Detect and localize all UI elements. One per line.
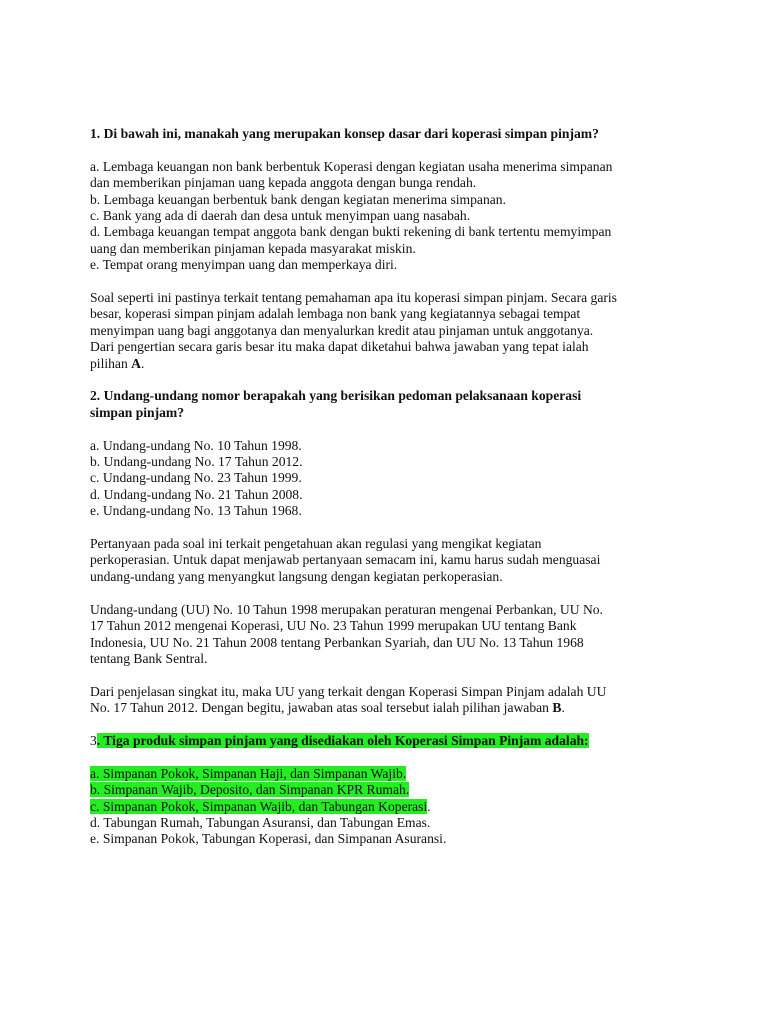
explanation-line: menyimpan uang bagi anggotanya dan menyalurkan kredit atau pinjaman untuk anggotanya. xyxy=(90,322,594,338)
explanation-line: undang-undang yang menyangkut langsung dengan kegiatan perkoperasian. xyxy=(90,568,503,584)
explanation-line: Dari pengertian secara garis besar itu maka dapat diketahui bahwa jawaban yang tepat ialah xyxy=(90,339,589,355)
question-1-options xyxy=(90,159,690,274)
option-e: e. Undang-undang No. 13 Tahun 1968. xyxy=(90,503,302,519)
highlighted-option: b. Simpanan Wajib, Deposito, dan Simpanan KPR Rumah. xyxy=(90,782,410,798)
question-2-options xyxy=(90,438,690,520)
explanation-line: Dari penjelasan singkat itu, maka UU yang terkait dengan Koperasi Simpan Pinjam adalah UU xyxy=(90,683,607,699)
explanation-line: Pertanyaan pada soal ini terkait pengetahuan akan regulasi yang mengikat kegiatan xyxy=(90,536,542,552)
explanation-line: Soal seperti ini pastinya terkait tentang pemahaman apa itu koperasi simpan pinjam. Secara garis xyxy=(90,290,617,306)
question-1: 1. Di bawah ini, manakah yang merupakan konsep dasar dari koperasi simpan pinjam? xyxy=(90,126,599,141)
option-e: e. Simpanan Pokok, Tabungan Koperasi, dan Simpanan Asuransi. xyxy=(90,831,447,847)
option-b: b. Undang-undang No. 17 Tahun 2012. xyxy=(90,454,303,470)
question-3-text: . Tiga produk simpan pinjam yang disediakan oleh Koperasi Simpan Pinjam adalah: xyxy=(96,732,589,748)
explanation-line: 17 Tahun 2012 mengenai Koperasi, UU No. 23 Tahun 1999 merupakan UU tentang Bank xyxy=(90,618,577,634)
option-d: d. Tabungan Rumah, Tabungan Asuransi, dan Tabungan Emas. xyxy=(90,814,431,830)
question-2-line-2: simpan pinjam? xyxy=(90,404,185,420)
explanation-line: perkoperasian. Untuk dapat menjawab pertanyaan semacam ini, kamu harus sudah menguasai xyxy=(90,552,601,568)
option-c xyxy=(90,799,690,815)
option-c: c. Bank yang ada di daerah dan desa untuk menyimpan uang nasabah. xyxy=(90,208,471,224)
answer-letter: B xyxy=(552,700,562,716)
explanation-line: besar, koperasi simpan pinjam adalah lembaga non bank yang kegiatannya sebagai tempat xyxy=(90,306,581,322)
option-e: e. Tempat orang menyimpan uang dan memperkaya diri. xyxy=(90,257,398,273)
question-2-explanation-2 xyxy=(90,602,690,668)
explanation-line: tentang Bank Sentral. xyxy=(90,650,208,666)
option-a xyxy=(90,766,690,782)
answer-prefix: No. 17 Tahun 2012. Dengan begitu, jawaban atas soal tersebut ialah pilihan jawaban xyxy=(90,700,553,716)
option-a-line-1: a. Lembaga keuangan non bank berbentuk Koperasi dengan kegiatan usaha menerima simpanan xyxy=(90,158,613,174)
explanation-line: Indonesia, UU No. 21 Tahun 2008 tentang Perbankan Syariah, dan UU No. 13 Tahun 1968 xyxy=(90,634,584,650)
question-3 xyxy=(90,733,690,749)
option-d-line-1: d. Lembaga keuangan tempat anggota bank dengan bukti rekening di bank tertentu memyimpan xyxy=(90,224,612,240)
question-3-number: 3 xyxy=(90,732,97,748)
option-a-line-2: dan memberikan pinjaman uang kepada anggota dengan bunga rendah. xyxy=(90,175,477,191)
answer-letter: A xyxy=(131,355,141,371)
answer-suffix: . xyxy=(561,700,565,716)
question-1-explanation xyxy=(90,290,690,372)
question-2-explanation-1 xyxy=(90,536,690,585)
option-b xyxy=(90,782,690,798)
question-2 xyxy=(90,388,690,421)
explanation-line: Undang-undang (UU) No. 10 Tahun 1998 merupakan peraturan mengenai Perbankan, UU No. xyxy=(90,601,603,617)
answer-line xyxy=(90,700,690,716)
option-c-suffix: . xyxy=(427,798,431,814)
option-d-line-2: uang dan memberikan pinjaman kepada masyarakat miskin. xyxy=(90,240,416,256)
option-a: a. Undang-undang No. 10 Tahun 1998. xyxy=(90,437,302,453)
highlighted-option: a. Simpanan Pokok, Simpanan Haji, dan Simpanan Wajib. xyxy=(90,765,407,781)
highlighted-option: c. Simpanan Pokok, Simpanan Wajib, dan Tabungan Koperasi xyxy=(90,798,428,814)
answer-prefix: pilihan xyxy=(90,355,132,371)
document-page xyxy=(90,126,690,848)
question-2-explanation-3 xyxy=(90,684,690,717)
option-c: c. Undang-undang No. 23 Tahun 1999. xyxy=(90,470,302,486)
question-2-line-1: 2. Undang-undang nomor berapakah yang berisikan pedoman pelaksanaan koperasi xyxy=(90,388,582,404)
answer-suffix: . xyxy=(140,355,145,371)
option-d: d. Undang-undang No. 21 Tahun 2008. xyxy=(90,486,303,502)
question-3-options xyxy=(90,766,690,848)
option-b: b. Lembaga keuangan berbentuk bank dengan kegiatan menerima simpanan. xyxy=(90,191,506,207)
answer-line xyxy=(90,356,690,372)
